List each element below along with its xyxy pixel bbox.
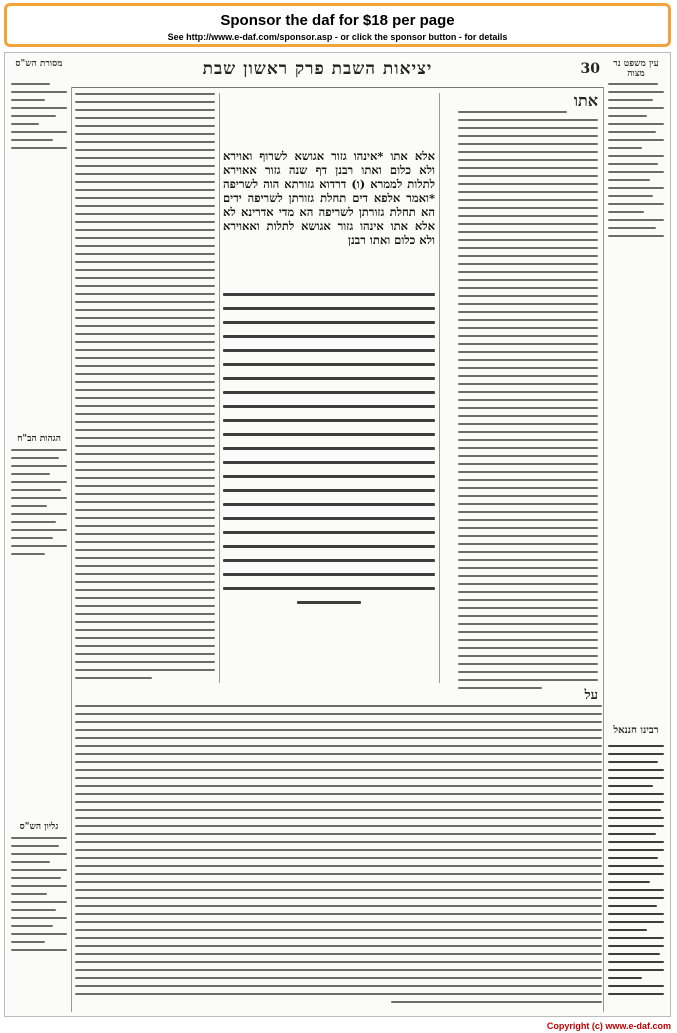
rabbenu-chananel-title: רבינו חננאל: [613, 725, 659, 736]
hagahot-lines: [11, 449, 67, 561]
tosafot-opening-word: על: [584, 688, 598, 703]
sponsor-banner[interactable]: [4, 3, 671, 47]
rashi-opening-word: אתו: [573, 91, 598, 110]
mesoret-hashas-column: [9, 59, 69, 69]
copyright-footer[interactable]: Copyright (c) www.e-daf.com: [546, 1021, 671, 1031]
page-number: 30: [580, 61, 600, 77]
mesoret-hashas-lines: [11, 83, 67, 155]
margin-divider-right: [603, 87, 604, 1012]
page-header: [75, 59, 600, 85]
header-rule: [71, 87, 604, 88]
margin-divider-left: [71, 87, 72, 1012]
sponsor-banner-subtitle[interactable]: See http://www.e-daf.com/sponsor.asp - or click the sponsor button - for details: [167, 32, 508, 42]
tosafot-commentary-lines: [75, 93, 215, 685]
rashi-commentary-lines: [458, 111, 598, 695]
ein-mishpat-column: [606, 59, 666, 79]
column-divider-right: [439, 93, 440, 683]
hagahot-title: הגהות הב"ח: [17, 434, 61, 444]
gilyon-hashas-title: גליון הש"ס: [19, 822, 59, 832]
lower-commentary-lines: [75, 705, 602, 1009]
page-header-title: יציאות השבת פרק ראשון שבת: [202, 59, 433, 79]
gemara-lines: [223, 293, 435, 615]
column-divider-left: [219, 93, 220, 683]
rabbenu-chananel-lines: [608, 745, 664, 1001]
ein-mishpat-title: עין משפט נר מצוה: [613, 59, 659, 79]
mesoret-hashas-title: מסורת הש"ס: [15, 59, 63, 69]
ein-mishpat-lines: [608, 83, 664, 243]
gemara-text: אלא אתו *אינהו גזור אגושא לשרוף ואוירא ולא כלום ואתו רבנן דף שנה גזור אאוירא לתלות לממרא (ו) דרדוא גזורתא הוה לשריפה *ואמר אלפא דים תחלת גזורתן לשריפה ידים הא תחלת גזורתן לשריפה הא מדי אדרינא לא אלא אתו אינהו גזור אגושא לתלות ואאוירא ולא כלום ואתו רבנן: [223, 149, 435, 247]
sponsor-banner-title[interactable]: Sponsor the daf for $18 per page: [220, 12, 455, 29]
talmud-page: [4, 52, 671, 1017]
gilyon-hashas-lines: [11, 837, 67, 957]
